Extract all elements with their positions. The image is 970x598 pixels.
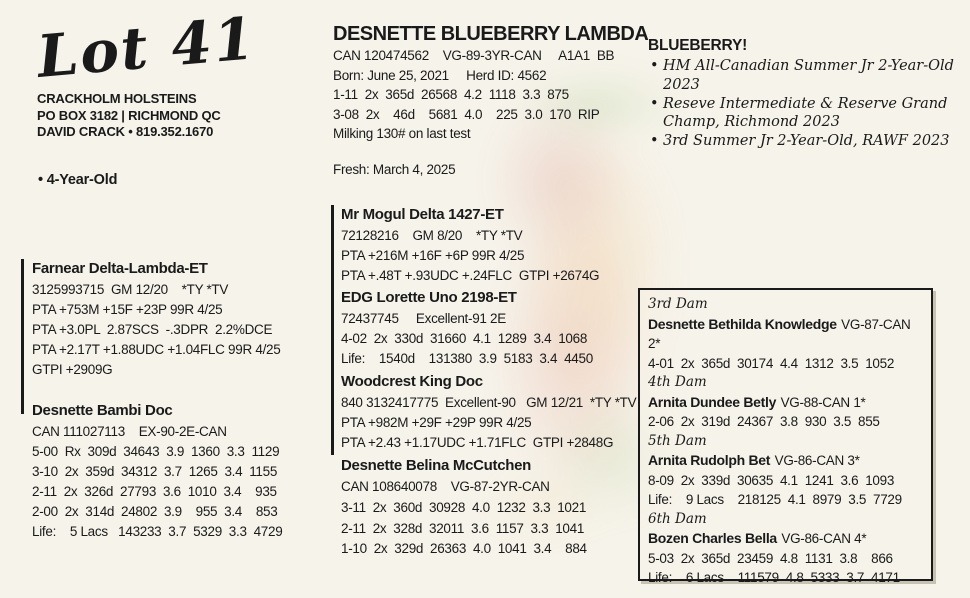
dam-lactation-row: 5-03 2x 365d 23459 4.8 1131 3.8 866 xyxy=(648,550,893,566)
dam-name: Arnita Dundee Betly xyxy=(648,393,777,410)
pedigree-id-line: 840 3132417775 Excellent-90 GM 12/21 *TY *TV xyxy=(341,395,637,410)
animal-lactation-row: 3-08 2x 46d 5681 4.0 225 3.0 170 RIP xyxy=(333,106,600,122)
dam-lactation-row: 5-00 Rx 309d 34643 3.9 1360 3.3 1129 xyxy=(32,444,280,459)
breeder-address: PO BOX 3182 | RICHMOND QC xyxy=(37,107,221,123)
pedigree-lifetime-row: Life: 1540d 131380 3.9 5183 3.4 4450 xyxy=(341,351,593,366)
pedigree-section-woodcrest xyxy=(341,371,636,453)
sire-gtpi-line: GTPI +2909G xyxy=(32,362,113,377)
age-note: • 4-Year-Old xyxy=(38,172,118,188)
dam-rating: VG-88-CAN 1* xyxy=(780,394,866,410)
animal-id-line: CAN 120474562 VG-89-3YR-CAN A1A1 BB xyxy=(333,48,615,63)
dam-generation-label: 6th Dam xyxy=(648,510,707,527)
bullet-icon: • xyxy=(650,95,659,112)
pedigree-animal-name: Desnette Belina McCutchen xyxy=(341,457,532,474)
pedigree-lactation-row: 3-11 2x 360d 30928 4.0 1232 3.3 1021 xyxy=(341,499,587,515)
dam-name-line xyxy=(648,393,925,413)
pedigree-section-belina xyxy=(341,455,587,560)
pedigree-animal-name: Woodcrest King Doc xyxy=(341,373,483,390)
pedigree-animal-name: EDG Lorette Uno 2198-ET xyxy=(341,289,517,306)
bullet-icon: • xyxy=(650,58,659,74)
dam-name: Arnita Rudolph Bet xyxy=(648,452,771,468)
sire-name: Farnear Delta-Lambda-ET xyxy=(32,260,208,277)
dam-lifetime-row: Life: 6 Lacs 111579 4.8 5333 3.7 4171 xyxy=(648,570,900,585)
pedigree-lactation-row: 4-02 2x 330d 31660 4.1 1289 3.4 1068 xyxy=(341,331,588,346)
animal-lactation-row: 1-11 2x 365d 26568 4.2 1118 3.3 875 xyxy=(333,87,569,102)
pedigree-animal-name: Mr Mogul Delta 1427-ET xyxy=(341,206,504,223)
sire-pta-line: PTA +753M +15F +23P 99R 4/25 xyxy=(32,302,223,317)
pedigree-id-line: 72128216 GM 8/20 *TY *TV xyxy=(341,228,523,243)
animal-detail-block xyxy=(333,46,614,144)
dam-generation-label: 5th Dam xyxy=(648,432,707,449)
highlight-title: BLUEBERRY! xyxy=(648,37,748,54)
pedigree-column-rule xyxy=(331,205,334,455)
achievement-text: Reseve Intermediate & Reserve Grand Champ, Richmond 2023 xyxy=(663,95,948,131)
achievement-item xyxy=(650,57,966,95)
breeder-contact: DAVID CRACK • 819.352.1670 xyxy=(37,124,214,139)
dam-lifetime-row: Life: 5 Lacs 143233 3.7 5329 3.3 4729 xyxy=(32,524,283,539)
achievement-text: HM All-Canadian Summer Jr 2-Year-Old 2023 xyxy=(663,58,954,93)
dam-ancestry-content xyxy=(648,295,925,588)
achievement-item xyxy=(650,132,966,151)
fresh-date-line: Fresh: March 4, 2025 xyxy=(333,162,456,177)
pedigree-pta-line: PTA +.48T +.93UDC +.24FLC GTPI +2674G xyxy=(341,268,600,283)
pedigree-section-mogul xyxy=(341,204,599,286)
breeder-block xyxy=(37,91,221,141)
dam-lactation-row: 2-11 2x 326d 27793 3.6 1010 3.4 935 xyxy=(32,484,277,499)
dam-name-line xyxy=(648,315,925,354)
achievement-list xyxy=(650,57,966,151)
left-column-rule xyxy=(21,259,24,414)
dam-lactation-row: 8-09 2x 339d 30635 4.1 1241 3.6 1093 xyxy=(648,472,895,488)
achievement-text: 3rd Summer Jr 2-Year-Old, RAWF 2023 xyxy=(663,133,950,150)
pedigree-pta-line: PTA +982M +29F +29P 99R 4/25 xyxy=(341,415,532,430)
dam-name: Bozen Charles Bella xyxy=(648,530,777,546)
dam-lactation-row: 3-10 2x 359d 34312 3.7 1265 3.4 1155 xyxy=(32,464,278,479)
breeder-name: CRACKHOLM HOLSTEINS xyxy=(37,91,197,106)
dam-id-line: CAN 111027113 EX-90-2E-CAN xyxy=(32,424,227,439)
dam-generation-label: 4th Dam xyxy=(648,374,707,390)
dam-name: Desnette Bethilda Knowledge xyxy=(648,315,837,332)
dam-name: Desnette Bambi Doc xyxy=(32,402,173,419)
lot-number-script: Lot 41 xyxy=(34,4,259,91)
pedigree-id-line: 72437745 Excellent-91 2E xyxy=(341,311,506,326)
dam-name-line xyxy=(648,451,925,471)
dam-generation-label: 3rd Dam xyxy=(648,296,708,312)
sire-pta-line: PTA +2.17T +1.88UDC +1.04FLC 99R 4/25 xyxy=(32,342,281,357)
achievement-item xyxy=(650,95,966,133)
dam-name-line xyxy=(648,529,925,549)
dam-rating: VG-86-CAN 3* xyxy=(774,453,860,468)
animal-name: DESNETTE BLUEBERRY LAMBDA xyxy=(333,23,649,45)
sire-pta-line: PTA +3.0PL 2.87SCS -.3DPR 2.2%DCE xyxy=(32,322,273,337)
pedigree-lactation-row: 2-11 2x 328d 32011 3.6 1157 3.3 1041 xyxy=(341,520,585,536)
dam-lifetime-row: Life: 9 Lacs 218125 4.1 8979 3.5 7729 xyxy=(648,492,902,507)
bullet-icon: • xyxy=(650,133,659,150)
animal-milking-note: Milking 130# on last test xyxy=(333,126,471,141)
sire-block-farnear xyxy=(32,258,280,380)
pedigree-lactation-row: 1-10 2x 329d 26363 4.0 1041 3.4 884 xyxy=(341,541,587,557)
sire-id-line: 3125993715 GM 12/20 *TY *TV xyxy=(32,282,229,297)
animal-born-line: Born: June 25, 2021 Herd ID: 4562 xyxy=(333,67,547,83)
pedigree-id-line: CAN 108640078 VG-87-2YR-CAN xyxy=(341,479,550,494)
dam-block-bambi xyxy=(32,400,282,542)
dam-rating: VG-86-CAN 4* xyxy=(781,531,867,546)
dam-lactation-row: 2-00 2x 314d 24802 3.9 955 3.4 853 xyxy=(32,504,278,519)
dam-rating: VG-87-CAN 2* xyxy=(648,316,911,351)
dam-lactation-row: 4-01 2x 365d 30174 4.4 1312 3.5 1052 xyxy=(648,355,895,371)
pedigree-pta-line: PTA +216M +16F +6P 99R 4/25 xyxy=(341,248,525,263)
pedigree-section-edg-lorette xyxy=(341,287,593,369)
pedigree-pta-line: PTA +2.43 +1.17UDC +1.71FLC GTPI +2848G xyxy=(341,435,614,450)
dam-lactation-row: 2-06 2x 319d 24367 3.8 930 3.5 855 xyxy=(648,414,880,429)
